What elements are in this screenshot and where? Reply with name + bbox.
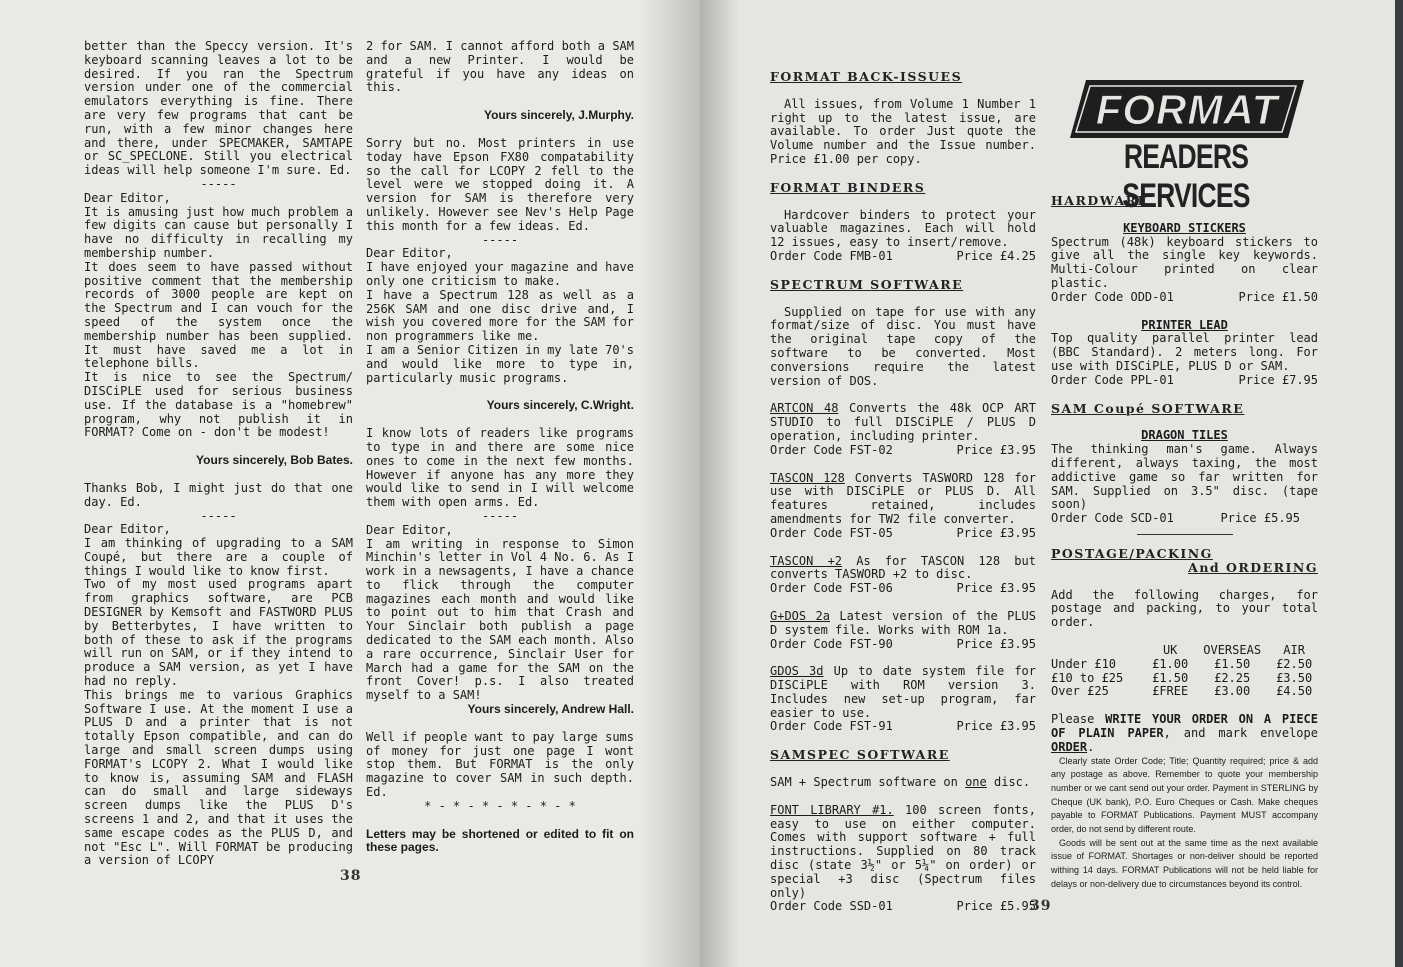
svg-text:FORMAT: FORMAT: [1095, 86, 1279, 133]
binders-heading: FORMAT BINDERS: [770, 179, 926, 195]
price: Price £7.95: [1238, 372, 1318, 387]
format-logo: [1068, 74, 1306, 144]
order-small-print: Clearly state Order Code; Title; Quantity required; price & add any postage as above. Remember to quote your membership number or we cant send out your order. Payment in STERLING by Cheque (UK bank), P.O. Euro Cheques or Cash. Make cheques payable to FORMAT Publications. Payment MUST accompany order, do not send by different route.: [1051, 755, 1318, 835]
price: Price £3.95: [956, 525, 1036, 540]
table-row: [1051, 658, 1318, 672]
table-cell: £10 to £25: [1051, 670, 1124, 685]
separator: -----: [200, 176, 237, 191]
back-issues-heading: FORMAT BACK-ISSUES: [770, 69, 963, 84]
paragraph: I have a Spectrum 128 as well as a 256K SAM and one disc drive and, I wish you covered more for the SAM for non programmers like me.: [366, 287, 634, 344]
postage-intro: Add the following charges, for postage and packing, to your total order.: [1051, 587, 1318, 630]
product-description: Latest version of the PLUS D system file. Works with ROM 1a.: [770, 608, 1036, 637]
paragraph: I am a Senior Citizen in my late 70's and would like more to type in, particularly music programs.: [366, 342, 634, 385]
salutation: Dear Editor,: [366, 522, 453, 537]
product-title: KEYBOARD STICKERS: [1123, 220, 1246, 235]
binders-text: Hardcover binders to protect your valuable magazines. Each will hold 12 issues, easy to insert/remove.: [770, 207, 1036, 250]
paragraph: I am writing in response to Simon Minchin's letter in Vol 4 No. 6. As I work in a newsagents, I have a chance to flick through the computer magazines each month and would like to point out to him that Crash and Your Sinclair both publish a page dedicated to the SAM each month. Also a rare occurrence, Sinclair User for March had a game for the SAM on the front Cover! p.s. I also treated myself to a SAM!: [366, 536, 634, 703]
paragraph: This brings me to various Graphics Software I use. At the moment I use a PLUS D and a printer that is not totally Epson compatible, and can do large and small screen dumps using FORMAT's LCOPY 2. What I would like to know is, assuming SAM and FLASH can do small and large sideways screen dumps like the PLUS D's screens 1 and 2, and that it uses the same escape codes as the PLUS D, and not "Esc L". Will FORMAT be producing a version of LCOPY: [84, 687, 353, 868]
product-description: 100 screen fonts, easy to use on either computer. Comes with support software + full instructions. Supplied on 80 track disc (state 3½" or 5¼" on order) or special +3 disc (Spectrum files only): [770, 802, 1037, 900]
sam-software-heading: SAM Coupé SOFTWARE: [1051, 400, 1245, 416]
table-cell: £3.00: [1214, 684, 1251, 699]
table-cell: Over £25: [1051, 684, 1109, 699]
spectrum-software-intro: Supplied on tape for use with any format/size of disc. You must have the original tape copy of the software to be converted. Most conversions require the latest version of DOS.: [770, 304, 1036, 388]
product-item: [770, 610, 1036, 638]
paragraph: Two of my most used programs apart from graphics software, are PCB DESIGNER by Kemsoft and FASTWORD PLUS by Betterbytes, I have written to both of these to ask if the programs will run on SAM, or if they intend to produce a SAM version, as yet I have had no reply.: [84, 577, 353, 689]
left-page-column-2: [366, 40, 634, 855]
product-name: FONT LIBRARY #1.: [770, 802, 894, 817]
order-code: Order Code SSD-01: [770, 899, 893, 914]
table-cell: Under £10: [1051, 656, 1117, 671]
paragraph: I have enjoyed your magazine and have only one criticism to make.: [366, 260, 634, 288]
table-cell: £1.50: [1214, 656, 1251, 671]
order-row: [1051, 291, 1318, 305]
hardware-heading: HARDWARE: [1051, 193, 1149, 208]
samspec-heading: SAMSPEC SOFTWARE: [770, 747, 950, 763]
ordering-heading: And ORDERING: [1188, 559, 1318, 575]
product-description: Top quality parallel printer lead (BBC Standard). 2 meters long. For use with DISCiPLE, PLUS D or SAM.: [1051, 331, 1318, 373]
product-description: Spectrum (48k) keyboard stickers to give all the single key keywords. Multi-Colour printed on clear plastic.: [1051, 234, 1318, 290]
table-header: OVERSEAS: [1203, 642, 1262, 657]
table-cell: £3.50: [1276, 670, 1313, 685]
product-title: PRINTER LEAD: [1141, 317, 1228, 332]
separator-stars: * - * - * - * - * - *: [424, 798, 576, 813]
price: Price £5.95: [956, 899, 1036, 914]
price: Price £3.95: [956, 636, 1036, 651]
separator: -----: [481, 508, 519, 523]
order-code: Order Code FST-05: [770, 525, 893, 540]
editing-note: Letters may be shortened or edited to fit on these pages.: [366, 826, 634, 855]
order-code: Order Code FST-06: [770, 581, 893, 596]
right-page-column-1: [770, 70, 1036, 914]
order-code: Order Code FST-91: [770, 719, 893, 734]
table-header: [1051, 644, 1146, 658]
order-code: Order Code ODD-01: [1051, 289, 1174, 304]
product-description: As for TASCON 128 but converts TASWORD +2 to disc.: [770, 553, 1036, 582]
price: Price £5.95: [1220, 511, 1300, 526]
product-description: Converts TASWORD 128 for use with DISCiPLE or PLUS D. All features retained, includes amendments for TW2 file converter.: [770, 470, 1036, 526]
postage-table: [1051, 644, 1318, 699]
order-code: Order Code SCD-01: [1051, 511, 1174, 526]
product-item: [770, 472, 1036, 527]
paragraph: I am thinking of upgrading to a SAM Coupé, but there are a couple of things I would like to know first.: [84, 536, 353, 578]
price: Price £4.25: [956, 248, 1036, 263]
signature: Yours sincerely, Andrew Hall.: [467, 702, 634, 717]
order-row: [770, 900, 1036, 914]
product-item: [770, 555, 1036, 583]
samspec-intro: SAM + Spectrum software on one disc.: [770, 775, 1031, 790]
postage-heading: POSTAGE/PACKING: [1051, 545, 1213, 561]
page-number-left: 38: [340, 868, 362, 884]
order-code: Order Code PPL-01: [1051, 372, 1174, 387]
product-title: DRAGON TILES: [1141, 428, 1228, 443]
readers-services-title: READERS SERVICES: [1122, 138, 1250, 215]
gutter-shadow: [700, 0, 740, 967]
separator: -----: [200, 508, 237, 523]
salutation: Dear Editor,: [366, 246, 453, 261]
price: Price £3.95: [956, 442, 1036, 457]
price: Price £3.95: [956, 719, 1036, 734]
order-code: Order Code FST-02: [770, 442, 893, 457]
paragraph: It is nice to see the Spectrum/ DISCiPLE used for serious business use. If the database is a "homebrew" program, why not publish it in FORMAT? Come on - don't be modest!: [84, 370, 353, 440]
paragraph: better than the Speccy version. It's keyboard scanning leaves a lot to be desired. If you ran the Spectrum version under one of the commercial emulators everything is fine. There are very few programs that cant be run, with a few minor changes here and there, under SPECMAKER, SAMTAPE or SC_SPECLONE. Still you electrical ideas will help someone I'm sure. Ed.: [84, 39, 353, 178]
product-name: GDOS 3d: [770, 664, 824, 679]
product-name: G+DOS 2a: [770, 608, 830, 623]
price: Price £1.50: [1238, 289, 1318, 304]
order-row: [770, 527, 1036, 541]
editor-reply: Sorry but no. Most printers in use today have Epson FX80 compatability so the call for LCOPY 2 fell to the level were we stopped doing it. A version for SAM is therefore very unlikely. However see Nev's Help Page this month for a few ideas. Ed.: [366, 135, 634, 233]
product-name: TASCON +2: [770, 553, 843, 568]
order-code: Order Code FST-90: [770, 636, 893, 651]
left-page: [0, 0, 700, 967]
paragraph: It is amusing just how much problem a few digits can cause but personally I have no difficulty in recalling my membership number.: [84, 204, 353, 260]
salutation: Dear Editor,: [84, 522, 171, 537]
table-header: AIR: [1283, 642, 1305, 657]
paragraph: It does seem to have passed without positive comment that the membership records of 3000 people are kept on the Spectrum and I can vouch for the speed of the system once the membership number has been supplied. It must have saved me a lot in telephone bills.: [84, 259, 353, 371]
order-instructions: Please WRITE YOUR ORDER ON A PIECE OF PLAIN PAPER, and mark envelope ORDER.: [1051, 712, 1318, 754]
order-row: [1051, 512, 1318, 526]
order-row: [770, 582, 1036, 596]
product-item: [770, 402, 1036, 443]
back-issues-text: All issues, from Volume 1 Number 1 right up to the latest issue, are available. To order Just quote the Volume number and the Issue number. Price £1.00 per copy.: [770, 96, 1036, 166]
product-description: Up to date system file for DISCiPLE with ROM version 3. Includes new set-up program, far easier to use.: [770, 664, 1036, 720]
product-item: [770, 665, 1036, 720]
table-cell: £4.50: [1276, 684, 1313, 699]
order-row: [770, 444, 1036, 458]
signature: Yours sincerely, Bob Bates.: [196, 453, 353, 468]
signature: Yours sincerely, J.Murphy.: [483, 108, 634, 123]
table-cell: £FREE: [1152, 684, 1189, 699]
editor-reply: Thanks Bob, I might just do that one day. Ed.: [84, 480, 353, 509]
order-row: [1051, 374, 1318, 388]
editor-reply: I know lots of readers like programs to type in and there are some nice ones to come in the next few months. However if anyone has any more they would like to send in I will welcome them with open arms. Ed.: [366, 426, 634, 510]
table-cell: £2.50: [1276, 656, 1313, 671]
table-header: UK: [1162, 642, 1178, 657]
table-cell: £1.00: [1152, 656, 1189, 671]
order-row: [770, 720, 1036, 734]
left-page-column-1: [84, 40, 353, 868]
spectrum-software-heading: SPECTRUM SOFTWARE: [770, 276, 964, 292]
page-number-right: 39: [1030, 898, 1052, 914]
salutation: Dear Editor,: [84, 190, 171, 205]
product-name: ARTCON 48: [770, 401, 839, 416]
table-cell: £1.50: [1152, 670, 1189, 685]
product-name: TASCON 128: [770, 470, 845, 485]
table-row: [1051, 672, 1318, 686]
binders-order-row: [770, 250, 1036, 264]
separator: -----: [481, 232, 519, 247]
price: Price £3.95: [956, 581, 1036, 596]
order-code: Order Code FMB-01: [770, 248, 893, 263]
paragraph: 2 for SAM. I cannot afford both a SAM and a new Printer. I would be grateful if you have any ideas on this.: [366, 39, 634, 95]
product-description: The thinking man's game. Always different, always taxing, the most addictive game so far written for SAM. Supplied on 3.5" disc. (tape soon): [1051, 442, 1318, 512]
right-page-column-2: [1051, 194, 1318, 892]
product-description: Converts the 48k OCP ART STUDIO to full DISCiPLE / PLUS D operation, including printer.: [770, 401, 1036, 443]
table-row: [1051, 685, 1318, 699]
table-header-row: [1051, 644, 1318, 658]
editor-reply: Well if people want to pay large sums of money for just one page I wont stop them. But FORMAT is the only magazine to cover SAM in such depth. Ed.: [366, 729, 634, 800]
order-row: [770, 638, 1036, 652]
signature: Yours sincerely, C.Wright.: [486, 398, 634, 413]
gutter-shadow: [640, 0, 700, 967]
delivery-small-print: Goods will be sent out at the same time as the next available issue of FORMAT. Shortages or non-deliver should be reported withing 14 days. FORMAT Publications will not be held liable for delays or non-delivery due to circumstances beyond its control.: [1051, 837, 1318, 889]
product-item: [770, 804, 1036, 901]
table-cell: £2.25: [1214, 670, 1251, 685]
